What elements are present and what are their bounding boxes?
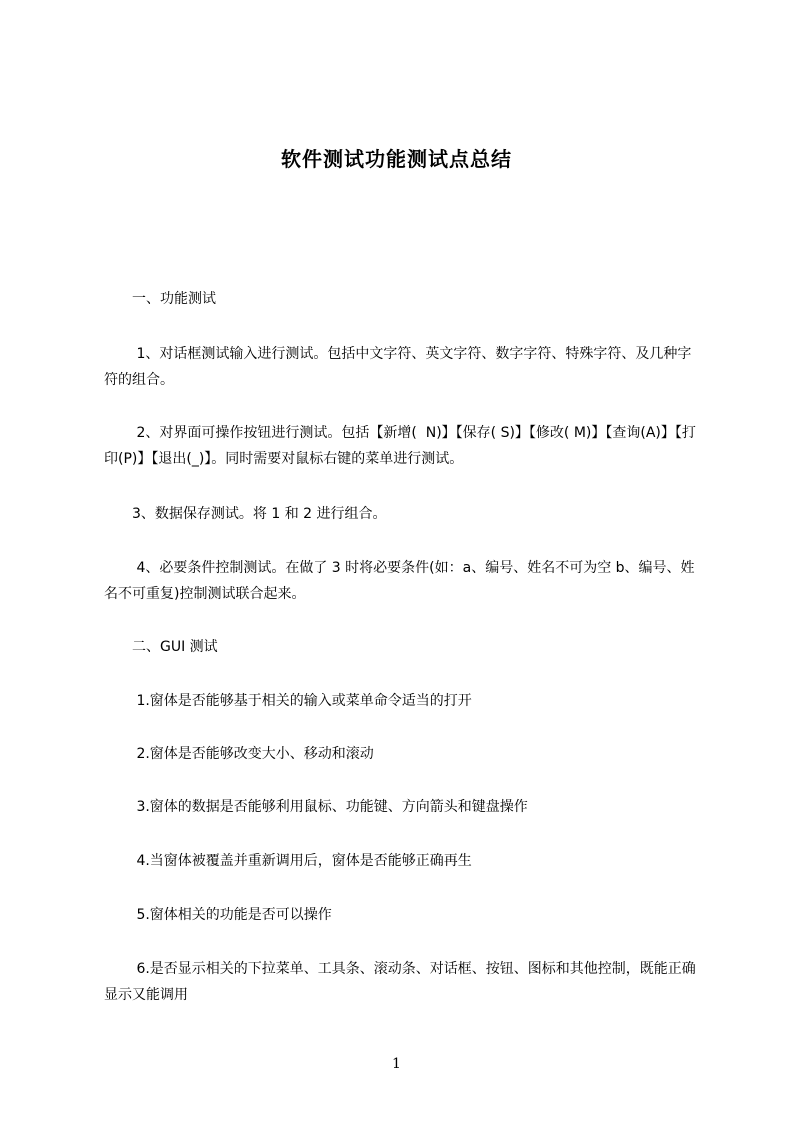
paragraph-required-condition-test: 4、必要条件控制测试。在做了 3 时将必要条件(如：a、编号、姓名不可为空 b、编号、姓名不可重复)控制测试联合起来。	[104, 560, 695, 602]
paragraph-window-open: 1.窗体是否能够基于相关的输入或菜单命令适当的打开	[104, 693, 472, 709]
page-number: 1	[392, 1056, 401, 1072]
section-heading-functional-test: 一、功能测试	[104, 291, 216, 307]
paragraph-button-test: 2、对界面可操作按钮进行测试。包括【新增( N)】【保存( S)】【修改( M)】【查询(A)】【打印(P)】【退出(_)】。同时需要对鼠标右键的菜单进行测试。	[104, 425, 696, 467]
paragraph-window-regenerate: 4.当窗体被覆盖并重新调用后，窗体是否能够正确再生	[104, 853, 472, 869]
document-title: 软件测试功能测试点总结	[281, 147, 512, 171]
paragraph-window-data-operation: 3.窗体的数据是否能够利用鼠标、功能键、方向箭头和键盘操作	[104, 799, 528, 815]
paragraph-data-save-test: 3、数据保存测试。将 1 和 2 进行组合。	[104, 506, 387, 522]
paragraph-controls-display: 6.是否显示相关的下拉菜单、工具条、滚动条、对话框、按钮、图标和其他控制，既能正确显示又能调用	[104, 961, 696, 1003]
paragraph-dialog-input-test: 1、对话框测试输入进行测试。包括中文字符、英文字符、数字字符、特殊字符、及几种字符的组合。	[104, 346, 692, 388]
section-heading-gui-test: 二、GUI 测试	[104, 639, 218, 655]
paragraph-window-functions: 5.窗体相关的功能是否可以操作	[104, 907, 332, 923]
paragraph-window-resize: 2.窗体是否能够改变大小、移动和滚动	[104, 746, 374, 762]
